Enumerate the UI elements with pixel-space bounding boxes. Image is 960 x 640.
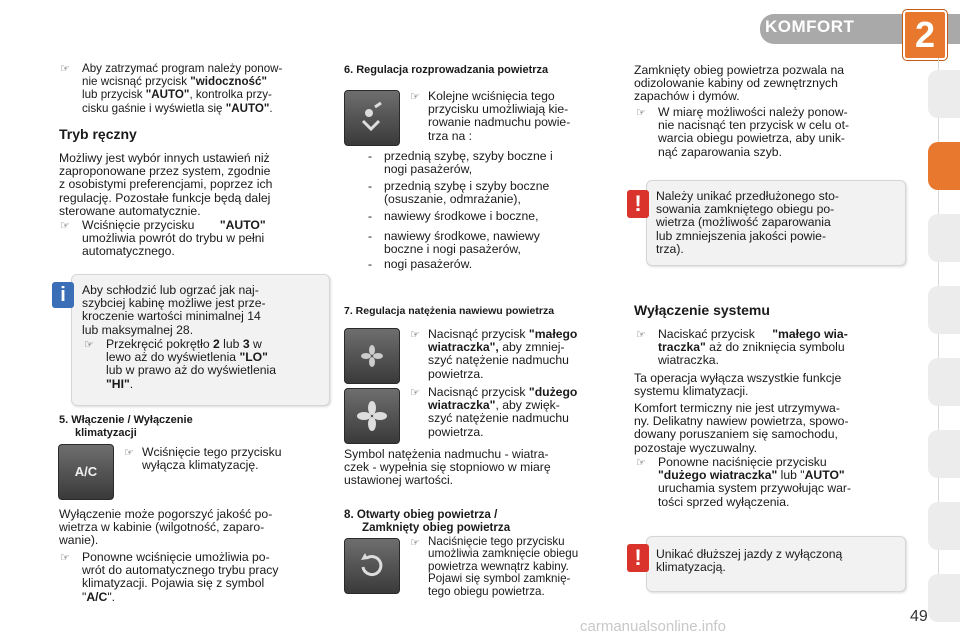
warning-icon: ! (627, 190, 649, 218)
section-5-heading: 5. Włączenie / Wyłączenie klimatyzacji (59, 414, 193, 439)
system-off-paragraph-1: Ta operacja wyłącza wszystkie funkcje systemu klimatyzacji. (634, 371, 842, 399)
auto-return-text: Wciśnięcie przycisku "AUTO" umożliwia powrót do trybu w pełni automatycznego. (82, 218, 266, 259)
small-fan-icon (345, 329, 399, 383)
bullet-icon: ☞ (60, 220, 70, 232)
list-item: nawiewy środkowe, nawiewy boczne i nogi pasażerów, (384, 229, 540, 257)
chapter-number: 2 (903, 10, 947, 60)
list-item: przednią szybę i szyby boczne (osuszanie, odmrażanie), (384, 179, 550, 207)
bullet-icon: ☞ (636, 107, 646, 119)
warning-text-2: Unikać dłuższej jazdy z wyłączoną klimatyzacją. (656, 547, 843, 575)
section-6-heading: 6. Regulacja rozprowadzania powietrza (344, 64, 549, 76)
bullet-icon: ☞ (60, 552, 70, 564)
air-distribution-text: Kolejne wciśnięcia tego przycisku umożliwiają kie- rowanie nadmuchu powie- trza na : (428, 89, 571, 143)
chapter-tab-5[interactable] (928, 358, 960, 406)
air-distribution-icon (345, 91, 399, 145)
chapter-tab-7[interactable] (928, 502, 960, 550)
list-item: nawiewy środkowe i boczne, (384, 209, 539, 223)
section-7-heading: 7. Regulacja natężenia nawiewu powietrza (344, 305, 555, 317)
bullet-icon: ☞ (60, 63, 70, 75)
ac-button[interactable]: A/C (58, 444, 114, 500)
watermark: carmanualsonline.info (580, 618, 726, 635)
section-heading-manual: Tryb ręczny (59, 126, 137, 142)
recirculation-text: Naciśnięcie tego przycisku umożliwia zamknięcie obiegu powietrza wewnątrz kabiny. Pojawi się symbol zamknię- tego obiegu powietrza. (428, 535, 579, 598)
chapter-tab-1[interactable] (928, 70, 960, 118)
chapter-tab-3[interactable] (928, 214, 960, 262)
bullet-icon: ☞ (124, 447, 134, 459)
info-bullet-text: Przekręcić pokrętło 2 lub 3 w lewo aż do wyświetlenia "LO" lub w prawo aż do wyświetlenia "HI". (106, 337, 277, 391)
system-on-text: Ponowne naciśnięcie przycisku "dużego wiatraczka" lub "AUTO" uruchamia system przywołując war- tości sprzed wyłączenia. (658, 455, 852, 509)
bullet-icon: ☞ (84, 339, 94, 351)
section-8-heading: 8. Otwarty obieg powietrza / Zamknięty obieg powietrza (344, 508, 511, 534)
bullet-icon: ☞ (410, 91, 420, 103)
bullet-icon: ☞ (636, 329, 646, 341)
ac-off-warning-text: Wyłączenie może pogorszyć jakość po- wietrza w kabinie (wilgotność, zaparo- wanie). (59, 507, 273, 548)
recirculation-paragraph: Zamknięty obieg powietrza pozwala na odizolowanie kabiny od zewnętrznych zapachów i dymów. (634, 63, 845, 104)
chapter-tab-6[interactable] (928, 430, 960, 478)
system-off-paragraph-2: Komfort termiczny nie jest utrzymywa- ny. Delikatny nawiew powietrza, spowo- dowany poruszaniem się samochodu, pozostaje wyczuwalny. (634, 401, 849, 455)
chapter-tab-4[interactable] (928, 286, 960, 334)
info-icon: i (52, 282, 74, 308)
list-item: nogi pasażerów. (384, 257, 473, 271)
reopen-text: W miarę możliwości należy ponow- nie nacisnąć ten przycisk w celu ot- warcia obiegu powietrza, aby unik- nąć zaparowania szyb. (658, 105, 850, 159)
large-fan-text: Nacisnąć przycisk "dużego wiatraczka", aby zwięk- szyć natężenie nadmuchu powietrza. (428, 385, 578, 439)
large-fan-button[interactable] (344, 388, 400, 444)
air-distribution-button[interactable] (344, 90, 400, 146)
fan-symbol-text: Symbol natężenia nadmuchu - wiatra- czek - wypełnia się stopniowo w miarę ustawionej wartości. (344, 447, 551, 488)
page-number: 49 (910, 608, 928, 625)
section-heading-system-off: Wyłączenie systemu (634, 302, 770, 318)
info-text: Aby schłodzić lub ogrzać jak naj- szybciej kabinę możliwe jest prze- kroczenie wartości minimalnej 14 lub maksymalnej 28. (82, 283, 266, 337)
warning-icon: ! (627, 544, 649, 572)
chapter-tab-2[interactable] (928, 142, 960, 190)
bullet-icon: ☞ (636, 457, 646, 469)
system-off-text: Naciskać przycisk "małego wia- traczka" aż do zniknięcia symbolu wiatraczka. (658, 327, 848, 368)
bullet-icon: ☞ (410, 387, 420, 399)
recirculation-button[interactable] (344, 538, 400, 594)
stop-program-text: Aby zatrzymać program należy ponow- nie wcisnąć przycisk "widoczność" lub przycisk "AUTO", kontrolka przy- cisku gaśnie i wyświetla się "AUTO". (82, 62, 283, 115)
small-fan-button[interactable] (344, 328, 400, 384)
list-item: przednią szybę, szyby boczne i nogi pasażerów, (384, 149, 553, 177)
warning-text-1: Należy unikać przedłużonego sto- sowania zamkniętego obiegu po- wietrza (możliwość zaparowania lub zmniejszenia jakości powie- trza). (656, 189, 839, 256)
ac-on-text: Ponowne wciśnięcie umożliwia po- wrót do automatycznego trybu pracy klimatyzacji. Pojawia się z symbol "A/C". (82, 550, 279, 604)
ac-off-text: Wciśnięcie tego przycisku wyłącza klimatyzację. (142, 445, 282, 473)
bullet-icon: ☞ (410, 537, 420, 549)
page-title: KOMFORT (765, 17, 855, 36)
large-fan-icon (345, 389, 399, 443)
chapter-tab-8[interactable] (928, 574, 960, 622)
bullet-icon: ☞ (410, 329, 420, 341)
recirculation-icon (345, 539, 399, 593)
small-fan-text: Nacisnąć przycisk "małego wiatraczka", aby zmniej- szyć natężenie nadmuchu powietrza. (428, 327, 578, 381)
manual-paragraph: Możliwy jest wybór innych ustawień niż zaproponowane przez system, zgodnie z osobistymi preferencjami, poprzez ich regulację. Pozostałe funkcje będą dalej sterowane automatycznie. (59, 151, 273, 218)
